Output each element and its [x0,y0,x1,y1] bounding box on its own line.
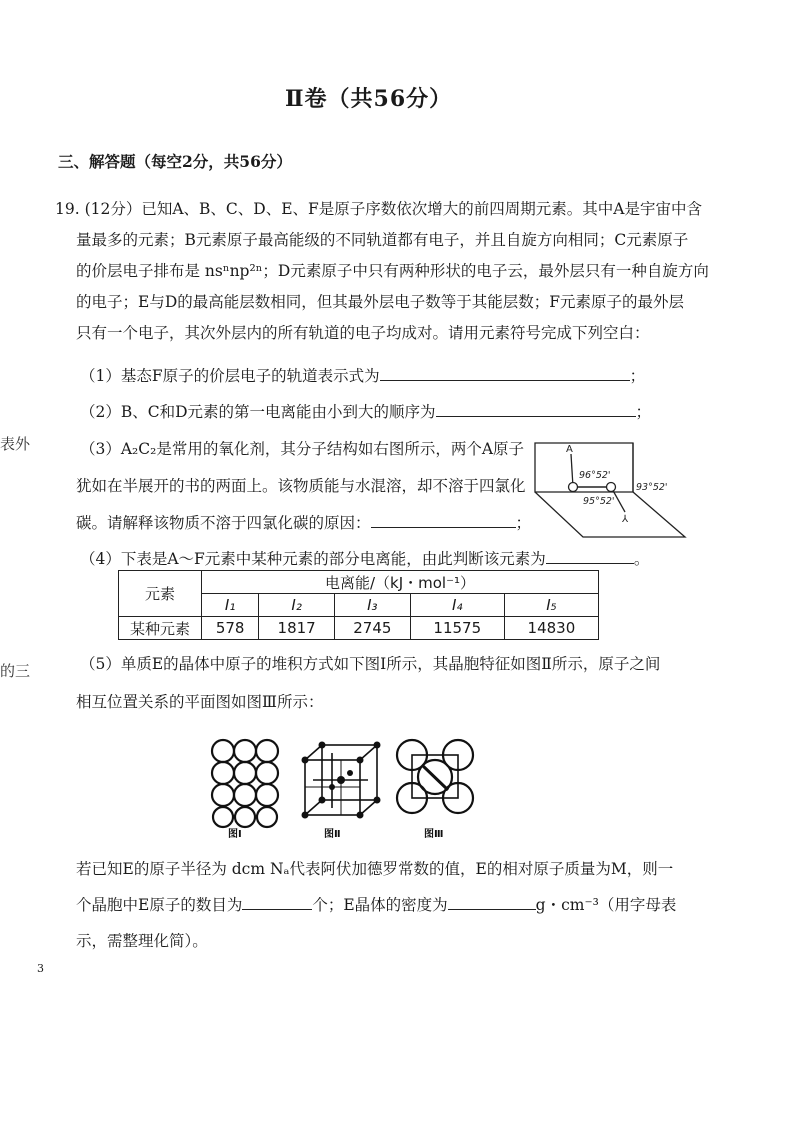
q19-line-5: 只有一个电子，其次外层内的所有轨道的电子均成对。请用元素符号完成下列空白： [76,324,650,342]
part4-end: 。 [633,550,650,568]
margin-note-2: 的三 [0,662,31,680]
q19-part-6-line-2 [76,893,676,915]
ionization-energy-table [118,570,599,640]
q19-part-4 [80,547,649,569]
q19-part-1 [80,364,645,386]
part3-end: ； [515,514,532,532]
angle-label-3: 95°52' [583,496,615,507]
answer-blank-6[interactable] [448,894,536,910]
margin-note-1: 表外 [0,435,31,453]
table-row [119,617,599,640]
table-cell: 11575 [410,617,504,640]
table-cell: 1817 [259,617,335,640]
table-header-ionization: 电离能/（kJ・mol⁻¹） [202,571,599,594]
angle-label-1: 96°52' [579,470,611,481]
q19-part-5-line-1: （5）单质E的晶体中原子的堆积方式如下图Ⅰ所示，其晶胞特征如图Ⅱ所示，原子之间 [80,655,661,673]
table-subheader: I₅ [504,594,598,617]
angle-label-2: 93°52' [636,482,668,493]
part3-text: 碳。请解释该物质不溶于四氯化碳的原因： [76,514,371,532]
figure-label-3: 图Ⅲ [424,829,444,840]
answer-blank-2[interactable] [436,401,636,417]
table-subheader: I₁ [202,594,259,617]
answer-blank-1[interactable] [380,365,630,381]
crystal-structure-figures [200,735,480,840]
q19-part-3-line-3 [76,511,531,533]
molecule-structure-figure [533,440,693,540]
q19-part-3-line-1: （3）A₂C₂是常用的氧化剂，其分子结构如右图所示，两个A原子 [80,440,525,458]
section-heading: 三、解答题（每空2分，共56分） [58,152,292,171]
q19-part-6-line-3: 示，需整理化简）。 [76,932,208,950]
answer-blank-4[interactable] [546,548,634,564]
q19-part-5-line-2: 相互位置关系的平面图如图Ⅲ所示： [76,693,324,711]
q19-line-1: 19. (12分）已知A、B、C、D、E、F是原子序数依次增大的前四周期元素。其中A是宇宙中含 [55,200,702,218]
table-cell: 578 [202,617,259,640]
table-cell: 14830 [504,617,598,640]
page-number: 3 [37,962,44,975]
atom-label-a: A [566,444,573,455]
table-subheader: I₄ [410,594,504,617]
part6-text-b: 个；E晶体的密度为 [312,896,448,914]
part1-end: ； [629,367,646,385]
q19-part-3-line-2: 犹如在半展开的书的两面上。该物质能与水混溶，却不溶于四氯化 [76,477,526,495]
answer-blank-5[interactable] [242,894,312,910]
part6-text-c: g・cm⁻³（用字母表 [535,896,677,914]
table-subheader: I₂ [259,594,335,617]
figure-label-2: 图Ⅱ [324,829,341,840]
part1-text: （1）基态F原子的价层电子的轨道表示式为 [80,367,380,385]
answer-blank-3[interactable] [371,512,516,528]
part2-text: （2）B、C和D元素的第一电离能由小到大的顺序为 [80,403,436,421]
q19-part-2 [80,400,651,422]
figure-label-1: 图Ⅰ [228,829,242,840]
part6-text-a: 个晶胞中E原子的数目为 [76,896,243,914]
figure-1-packing [212,740,278,827]
figure-3-plane-view [397,740,473,813]
q19-line-4: 的电子；E与D的最高能层数相同，但其最外层电子数等于其能层数；F元素原子的最外层 [76,293,684,311]
table-cell: 2745 [334,617,410,640]
page-title: Ⅱ卷（共56分） [285,86,453,112]
part2-end: ； [635,403,652,421]
atom-label-a-2: ⅄ [622,514,629,525]
q19-part-6-line-1: 若已知E的原子半径为 dcm Nₐ代表阿伏加德罗常数的值，E的相对原子质量为M，则一 [76,860,674,878]
table-header-element: 元素 [119,571,202,617]
table-row-label: 某种元素 [119,617,202,640]
table-subheader: I₃ [334,594,410,617]
q19-line-3: 的价层电子排布是 nsⁿnp²ⁿ；D元素原子中只有两种形状的电子云，最外层只有一种自旋方向 [76,262,709,280]
q19-line-2: 量最多的元素；B元素原子最高能级的不同轨道都有电子，并且自旋方向相同；C元素原子 [76,231,689,249]
part4-text: （4）下表是A～F元素中某种元素的部分电离能，由此判断该元素为 [80,550,546,568]
